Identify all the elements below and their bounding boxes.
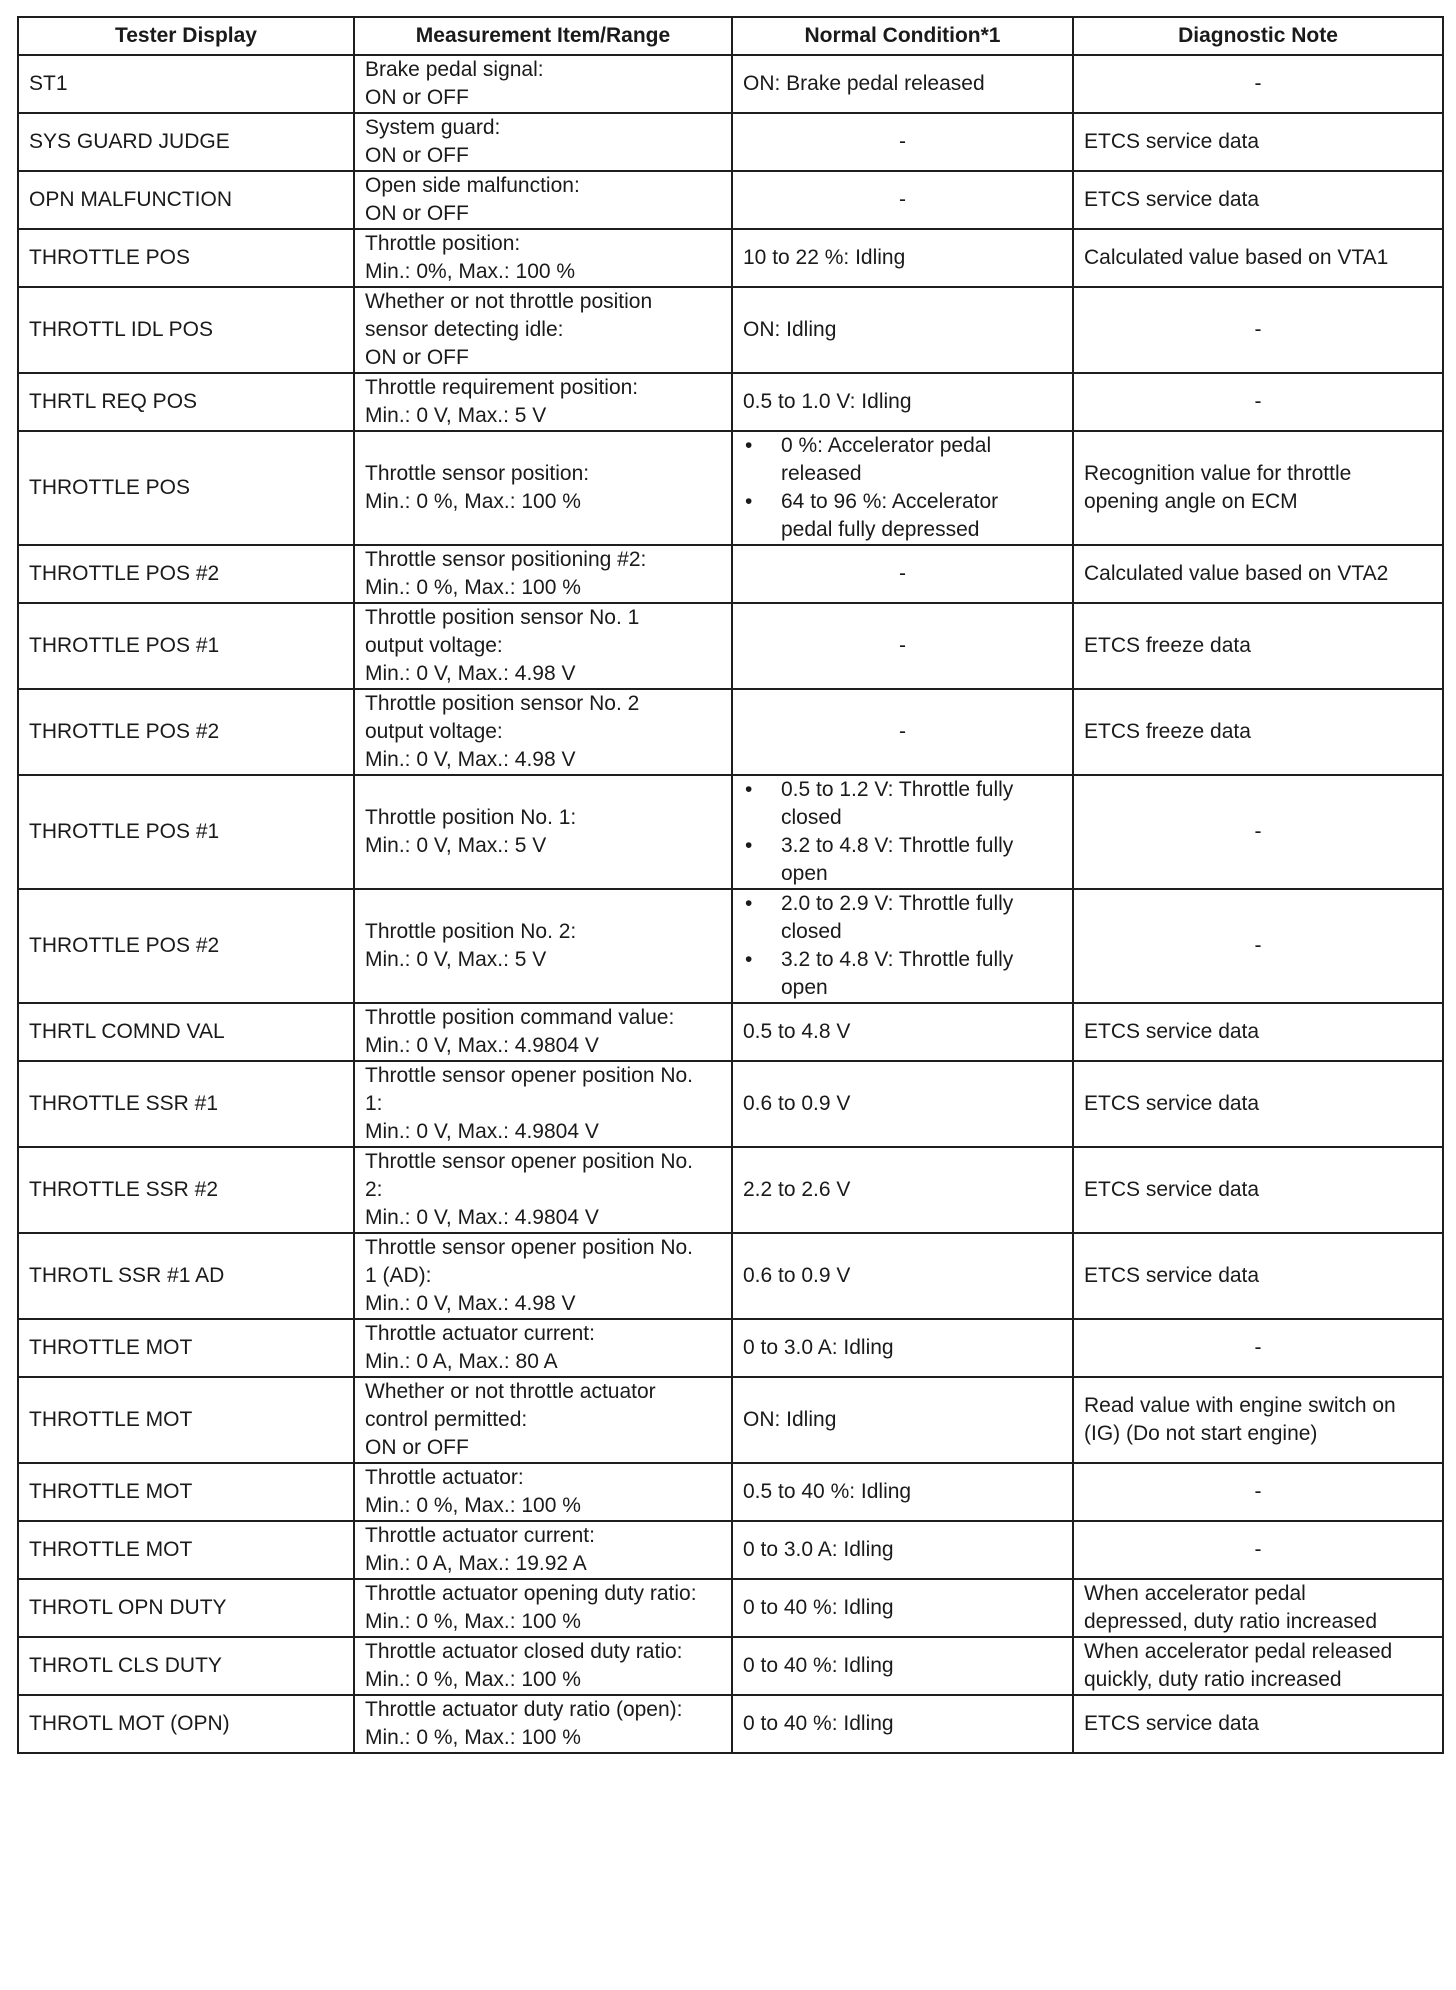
cell-measurement-item bbox=[354, 55, 732, 113]
cell-tester-display: THROTTLE POS #2 bbox=[18, 889, 354, 1003]
cell-text-line: When accelerator pedal released bbox=[1084, 1640, 1393, 1663]
cell-measurement-item bbox=[354, 1463, 732, 1521]
cell-text-line: Throttle position No. 1: bbox=[365, 806, 577, 829]
cell-text-line: Min.: 0 A, Max.: 80 A bbox=[365, 1350, 558, 1373]
table-row bbox=[18, 1521, 1443, 1579]
cell-text-line: Open side malfunction: bbox=[365, 174, 580, 197]
cell-measurement-item bbox=[354, 889, 732, 1003]
table-row bbox=[18, 1637, 1443, 1695]
cell-text-line: Throttle position: bbox=[365, 232, 521, 255]
cell-text-line: Throttle actuator: bbox=[365, 1466, 524, 1489]
cell-text-line: • 2.0 to 2.9 V: Throttle fully bbox=[781, 892, 1014, 915]
cell-text-line: - bbox=[1254, 390, 1262, 413]
cell-text-line: Throttle sensor opener position No. bbox=[365, 1064, 694, 1087]
cell-text-line: Whether or not throttle position bbox=[365, 290, 653, 313]
cell-text-line: Throttle sensor position: bbox=[365, 462, 590, 485]
cell-text-line: ON or OFF bbox=[365, 1436, 469, 1459]
cell-diagnostic-note bbox=[1073, 1463, 1443, 1521]
cell-normal-condition bbox=[732, 1377, 1073, 1463]
cell-text-line: Min.: 0 V, Max.: 5 V bbox=[365, 404, 547, 427]
cell-text-line: ETCS freeze data bbox=[1084, 634, 1251, 657]
cell-measurement-item bbox=[354, 1521, 732, 1579]
table-row bbox=[18, 603, 1443, 689]
cell-text-line: 0.5 to 1.0 V: Idling bbox=[743, 390, 912, 413]
cell-diagnostic-note bbox=[1073, 1695, 1443, 1753]
cell-text-line: ON: Idling bbox=[743, 318, 837, 341]
cell-text-line: pedal fully depressed bbox=[781, 518, 980, 541]
cell-tester-display: THROTTLE POS #1 bbox=[18, 775, 354, 889]
cell-diagnostic-note bbox=[1073, 113, 1443, 171]
cell-text-line: output voltage: bbox=[365, 720, 503, 743]
cell-text-line: 2.2 to 2.6 V bbox=[743, 1178, 851, 1201]
cell-text-line: Throttle sensor opener position No. bbox=[365, 1150, 694, 1173]
cell-text-line: ON: Idling bbox=[743, 1408, 837, 1431]
cell-text-line: - bbox=[1254, 1480, 1262, 1503]
cell-measurement-item bbox=[354, 689, 732, 775]
cell-normal-condition bbox=[732, 1233, 1073, 1319]
cell-measurement-item bbox=[354, 1061, 732, 1147]
cell-normal-condition bbox=[732, 1579, 1073, 1637]
cell-normal-condition bbox=[732, 689, 1073, 775]
cell-text-line: Throttle position No. 2: bbox=[365, 920, 577, 943]
cell-text-line: - bbox=[899, 130, 906, 153]
cell-text-line: ETCS freeze data bbox=[1084, 720, 1251, 743]
table-header-row bbox=[18, 17, 1443, 55]
header-normal-condition: Normal Condition*1 bbox=[732, 17, 1073, 55]
cell-text-line: Min.: 0 %, Max.: 100 % bbox=[365, 1610, 581, 1633]
cell-tester-display: THROTTLE MOT bbox=[18, 1319, 354, 1377]
cell-text-line: open bbox=[781, 862, 828, 885]
cell-text-line: Min.: 0 V, Max.: 4.98 V bbox=[365, 1292, 576, 1315]
cell-normal-condition bbox=[732, 775, 1073, 889]
cell-diagnostic-note bbox=[1073, 889, 1443, 1003]
normal-condition-bullet-list bbox=[743, 890, 1062, 1002]
data-list-table-container bbox=[17, 16, 1442, 1754]
cell-tester-display: THRTL REQ POS bbox=[18, 373, 354, 431]
cell-tester-display: THRTL COMND VAL bbox=[18, 1003, 354, 1061]
bullet-item bbox=[743, 432, 1062, 488]
cell-text-line: 0.6 to 0.9 V bbox=[743, 1264, 851, 1287]
cell-text-line: ETCS service data bbox=[1084, 1020, 1260, 1043]
table-row bbox=[18, 55, 1443, 113]
cell-normal-condition bbox=[732, 373, 1073, 431]
cell-text-line: Throttle requirement position: bbox=[365, 376, 639, 399]
cell-text-line: Min.: 0 V, Max.: 4.9804 V bbox=[365, 1034, 599, 1057]
cell-text-line: ETCS service data bbox=[1084, 1264, 1260, 1287]
cell-text-line: 0.6 to 0.9 V bbox=[743, 1092, 851, 1115]
cell-tester-display: THROTL SSR #1 AD bbox=[18, 1233, 354, 1319]
cell-diagnostic-note bbox=[1073, 1319, 1443, 1377]
cell-text-line: depressed, duty ratio increased bbox=[1084, 1610, 1378, 1633]
table-row bbox=[18, 1233, 1443, 1319]
cell-diagnostic-note bbox=[1073, 1003, 1443, 1061]
cell-text-line: ETCS service data bbox=[1084, 1178, 1260, 1201]
cell-text-line: closed bbox=[781, 920, 842, 943]
cell-measurement-item bbox=[354, 1377, 732, 1463]
cell-text-line: Min.: 0 V, Max.: 5 V bbox=[365, 834, 547, 857]
table-row bbox=[18, 229, 1443, 287]
cell-text-line: Calculated value based on VTA2 bbox=[1084, 562, 1389, 585]
cell-text-line: System guard: bbox=[365, 116, 501, 139]
cell-diagnostic-note bbox=[1073, 545, 1443, 603]
table-row bbox=[18, 545, 1443, 603]
cell-diagnostic-note bbox=[1073, 1377, 1443, 1463]
cell-text-line: - bbox=[899, 188, 906, 211]
cell-normal-condition bbox=[732, 287, 1073, 373]
cell-normal-condition bbox=[732, 1695, 1073, 1753]
cell-text-line: ETCS service data bbox=[1084, 130, 1260, 153]
table-row bbox=[18, 113, 1443, 171]
cell-text-line: opening angle on ECM bbox=[1084, 490, 1298, 513]
cell-measurement-item bbox=[354, 431, 732, 545]
cell-text-line: Min.: 0 %, Max.: 100 % bbox=[365, 576, 581, 599]
cell-text-line: quickly, duty ratio increased bbox=[1084, 1668, 1342, 1691]
cell-text-line: Min.: 0 %, Max.: 100 % bbox=[365, 1726, 581, 1749]
cell-diagnostic-note bbox=[1073, 373, 1443, 431]
cell-measurement-item bbox=[354, 603, 732, 689]
table-row bbox=[18, 171, 1443, 229]
cell-measurement-item bbox=[354, 1147, 732, 1233]
cell-text-line: When accelerator pedal bbox=[1084, 1582, 1306, 1605]
table-row bbox=[18, 1319, 1443, 1377]
cell-text-line: - bbox=[899, 720, 906, 743]
cell-diagnostic-note bbox=[1073, 1061, 1443, 1147]
table-row bbox=[18, 373, 1443, 431]
cell-diagnostic-note bbox=[1073, 287, 1443, 373]
cell-normal-condition bbox=[732, 1521, 1073, 1579]
cell-text-line: Throttle position sensor No. 2 bbox=[365, 692, 640, 715]
table-row bbox=[18, 775, 1443, 889]
cell-text-line: 1: bbox=[365, 1092, 383, 1115]
table-row bbox=[18, 889, 1443, 1003]
cell-tester-display: THROTTLE POS bbox=[18, 431, 354, 545]
cell-text-line: ON or OFF bbox=[365, 202, 469, 225]
cell-tester-display: THROTL OPN DUTY bbox=[18, 1579, 354, 1637]
cell-text-line: sensor detecting idle: bbox=[365, 318, 564, 341]
table-row bbox=[18, 1579, 1443, 1637]
cell-text-line: Min.: 0 %, Max.: 100 % bbox=[365, 1494, 581, 1517]
cell-text-line: Throttle position sensor No. 1 bbox=[365, 606, 640, 629]
cell-text-line: - bbox=[1254, 1336, 1262, 1359]
cell-measurement-item bbox=[354, 1003, 732, 1061]
cell-measurement-item bbox=[354, 1695, 732, 1753]
cell-diagnostic-note bbox=[1073, 1637, 1443, 1695]
cell-diagnostic-note bbox=[1073, 171, 1443, 229]
cell-text-line: • 64 to 96 %: Accelerator bbox=[781, 490, 999, 513]
cell-normal-condition bbox=[732, 229, 1073, 287]
cell-text-line: Whether or not throttle actuator bbox=[365, 1380, 656, 1403]
cell-measurement-item bbox=[354, 113, 732, 171]
cell-text-line: output voltage: bbox=[365, 634, 503, 657]
cell-normal-condition bbox=[732, 1463, 1073, 1521]
cell-text-line: control permitted: bbox=[365, 1408, 528, 1431]
cell-text-line: - bbox=[1254, 934, 1262, 957]
table-row bbox=[18, 1061, 1443, 1147]
cell-text-line: Min.: 0 %, Max.: 100 % bbox=[365, 1668, 581, 1691]
cell-text-line: Min.: 0%, Max.: 100 % bbox=[365, 260, 576, 283]
cell-text-line: 0 to 40 %: Idling bbox=[743, 1596, 894, 1619]
cell-text-line: (IG) (Do not start engine) bbox=[1084, 1422, 1318, 1445]
cell-measurement-item bbox=[354, 545, 732, 603]
cell-text-line: released bbox=[781, 462, 862, 485]
cell-text-line: Read value with engine switch on bbox=[1084, 1394, 1396, 1417]
cell-measurement-item bbox=[354, 1233, 732, 1319]
cell-tester-display: THROTTLE POS bbox=[18, 229, 354, 287]
cell-text-line: Throttle sensor opener position No. bbox=[365, 1236, 694, 1259]
cell-text-line: closed bbox=[781, 806, 842, 829]
cell-text-line: • 0 %: Accelerator pedal bbox=[781, 434, 992, 457]
cell-measurement-item bbox=[354, 287, 732, 373]
cell-text-line: ON or OFF bbox=[365, 144, 469, 167]
cell-text-line: - bbox=[899, 562, 906, 585]
cell-diagnostic-note bbox=[1073, 229, 1443, 287]
table-row bbox=[18, 1463, 1443, 1521]
cell-tester-display: THROTTL IDL POS bbox=[18, 287, 354, 373]
bullet-item bbox=[743, 832, 1062, 888]
normal-condition-bullet-list bbox=[743, 432, 1062, 544]
cell-tester-display: THROTTLE POS #1 bbox=[18, 603, 354, 689]
bullet-item bbox=[743, 488, 1062, 544]
table-row bbox=[18, 1003, 1443, 1061]
cell-normal-condition bbox=[732, 1637, 1073, 1695]
cell-tester-display: THROTTLE MOT bbox=[18, 1521, 354, 1579]
cell-text-line: Brake pedal signal: bbox=[365, 58, 544, 81]
cell-diagnostic-note bbox=[1073, 603, 1443, 689]
cell-diagnostic-note bbox=[1073, 1147, 1443, 1233]
cell-tester-display: THROTL MOT (OPN) bbox=[18, 1695, 354, 1753]
cell-text-line: 0 to 3.0 A: Idling bbox=[743, 1336, 894, 1359]
cell-text-line: Throttle position command value: bbox=[365, 1006, 675, 1029]
cell-normal-condition bbox=[732, 889, 1073, 1003]
cell-measurement-item bbox=[354, 229, 732, 287]
table-row bbox=[18, 431, 1443, 545]
cell-tester-display: SYS GUARD JUDGE bbox=[18, 113, 354, 171]
cell-tester-display: THROTTLE SSR #1 bbox=[18, 1061, 354, 1147]
cell-normal-condition bbox=[732, 55, 1073, 113]
cell-normal-condition bbox=[732, 603, 1073, 689]
cell-diagnostic-note bbox=[1073, 1579, 1443, 1637]
cell-diagnostic-note bbox=[1073, 1233, 1443, 1319]
cell-text-line: Throttle actuator current: bbox=[365, 1524, 595, 1547]
cell-normal-condition bbox=[732, 431, 1073, 545]
cell-tester-display: THROTTLE POS #2 bbox=[18, 545, 354, 603]
cell-text-line: Throttle actuator closed duty ratio: bbox=[365, 1640, 683, 1663]
table-row bbox=[18, 287, 1443, 373]
cell-text-line: • 0.5 to 1.2 V: Throttle fully bbox=[781, 778, 1014, 801]
cell-text-line: - bbox=[899, 634, 906, 657]
cell-diagnostic-note bbox=[1073, 431, 1443, 545]
cell-text-line: open bbox=[781, 976, 828, 999]
cell-text-line: Min.: 0 V, Max.: 4.98 V bbox=[365, 662, 576, 685]
cell-text-line: Throttle sensor positioning #2: bbox=[365, 548, 647, 571]
bullet-item bbox=[743, 776, 1062, 832]
table-row bbox=[18, 1147, 1443, 1233]
cell-text-line: Min.: 0 A, Max.: 19.92 A bbox=[365, 1552, 587, 1575]
cell-tester-display: THROTTLE MOT bbox=[18, 1463, 354, 1521]
cell-text-line: 10 to 22 %: Idling bbox=[743, 246, 906, 269]
cell-text-line: Throttle actuator duty ratio (open): bbox=[365, 1698, 683, 1721]
cell-text-line: Min.: 0 %, Max.: 100 % bbox=[365, 490, 581, 513]
cell-measurement-item bbox=[354, 373, 732, 431]
cell-tester-display: THROTL CLS DUTY bbox=[18, 1637, 354, 1695]
cell-text-line: ON or OFF bbox=[365, 346, 469, 369]
cell-measurement-item bbox=[354, 171, 732, 229]
header-tester-display: Tester Display bbox=[18, 17, 354, 55]
cell-text-line: Min.: 0 V, Max.: 4.98 V bbox=[365, 748, 576, 771]
cell-normal-condition bbox=[732, 1061, 1073, 1147]
cell-measurement-item bbox=[354, 1319, 732, 1377]
cell-text-line: Throttle actuator current: bbox=[365, 1322, 595, 1345]
cell-text-line: 2: bbox=[365, 1178, 383, 1201]
cell-tester-display: ST1 bbox=[18, 55, 354, 113]
cell-normal-condition bbox=[732, 1319, 1073, 1377]
bullet-item bbox=[743, 946, 1062, 1002]
cell-text-line: 0.5 to 4.8 V bbox=[743, 1020, 851, 1043]
cell-text-line: Min.: 0 V, Max.: 4.9804 V bbox=[365, 1206, 599, 1229]
cell-text-line: - bbox=[1254, 72, 1262, 95]
cell-text-line: Throttle actuator opening duty ratio: bbox=[365, 1582, 697, 1605]
cell-text-line: ETCS service data bbox=[1084, 1092, 1260, 1115]
cell-tester-display: THROTTLE SSR #2 bbox=[18, 1147, 354, 1233]
cell-normal-condition bbox=[732, 1003, 1073, 1061]
cell-text-line: ETCS service data bbox=[1084, 188, 1260, 211]
cell-text-line: 0 to 40 %: Idling bbox=[743, 1712, 894, 1735]
cell-diagnostic-note bbox=[1073, 1521, 1443, 1579]
cell-text-line: Min.: 0 V, Max.: 5 V bbox=[365, 948, 547, 971]
cell-text-line: 1 (AD): bbox=[365, 1264, 432, 1287]
cell-text-line: - bbox=[1254, 318, 1262, 341]
cell-text-line: Recognition value for throttle bbox=[1084, 462, 1352, 485]
cell-text-line: • 3.2 to 4.8 V: Throttle fully bbox=[781, 948, 1014, 971]
cell-text-line: Min.: 0 V, Max.: 4.9804 V bbox=[365, 1120, 599, 1143]
cell-text-line: 0.5 to 40 %: Idling bbox=[743, 1480, 912, 1503]
cell-text-line: 0 to 3.0 A: Idling bbox=[743, 1538, 894, 1561]
table-row bbox=[18, 689, 1443, 775]
cell-normal-condition bbox=[732, 171, 1073, 229]
cell-normal-condition bbox=[732, 545, 1073, 603]
header-diagnostic-note: Diagnostic Note bbox=[1073, 17, 1443, 55]
table-row bbox=[18, 1695, 1443, 1753]
cell-text-line: ON: Brake pedal released bbox=[743, 72, 985, 95]
cell-measurement-item bbox=[354, 775, 732, 889]
bullet-item bbox=[743, 890, 1062, 946]
table-row bbox=[18, 1377, 1443, 1463]
cell-tester-display: THROTTLE POS #2 bbox=[18, 689, 354, 775]
cell-diagnostic-note bbox=[1073, 55, 1443, 113]
cell-text-line: Calculated value based on VTA1 bbox=[1084, 246, 1389, 269]
cell-tester-display: OPN MALFUNCTION bbox=[18, 171, 354, 229]
normal-condition-bullet-list bbox=[743, 776, 1062, 888]
cell-diagnostic-note bbox=[1073, 775, 1443, 889]
cell-diagnostic-note bbox=[1073, 689, 1443, 775]
table-body bbox=[18, 55, 1443, 1753]
cell-measurement-item bbox=[354, 1579, 732, 1637]
cell-text-line: • 3.2 to 4.8 V: Throttle fully bbox=[781, 834, 1014, 857]
cell-text-line: ON or OFF bbox=[365, 86, 469, 109]
cell-tester-display: THROTTLE MOT bbox=[18, 1377, 354, 1463]
cell-measurement-item bbox=[354, 1637, 732, 1695]
header-measurement-item: Measurement Item/Range bbox=[354, 17, 732, 55]
data-list-table bbox=[17, 16, 1444, 1754]
cell-text-line: ETCS service data bbox=[1084, 1712, 1260, 1735]
cell-text-line: - bbox=[1254, 1538, 1262, 1561]
cell-normal-condition bbox=[732, 113, 1073, 171]
cell-text-line: - bbox=[1254, 820, 1262, 843]
cell-text-line: 0 to 40 %: Idling bbox=[743, 1654, 894, 1677]
cell-normal-condition bbox=[732, 1147, 1073, 1233]
